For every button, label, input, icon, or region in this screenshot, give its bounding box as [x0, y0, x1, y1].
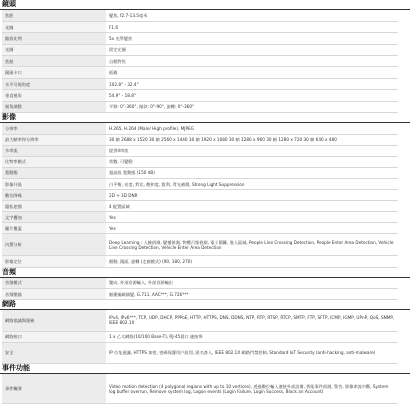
spec-value: 4 配置區域 [106, 201, 398, 212]
spec-value: H.265, H.264 (Main/ High profile), MJPEG [106, 123, 398, 134]
spec-table [2, 10, 398, 113]
spec-value: 1 x 乙太網路(10/100 Base-T), RJ-45插口 連接埠 [106, 331, 398, 342]
spec-value: 54.9° - 18.8° [106, 90, 398, 101]
spec-value: 顛動, 鏡面, 旋轉 (走廊模式) (90, 180, 270) [106, 256, 398, 267]
spec-row [2, 90, 398, 101]
spec-label: 垂直視角 [2, 90, 106, 101]
spec-label: 事件觸發 [2, 374, 106, 404]
spec-row [2, 342, 398, 363]
spec-label: 影像定位 [2, 256, 106, 267]
spec-label: 最大幀率和分辨率 [2, 134, 106, 145]
spec-row [2, 78, 398, 89]
spec-row [2, 289, 398, 300]
spec-row [2, 234, 398, 256]
spec-row [2, 310, 398, 331]
spec-row [2, 374, 398, 404]
spec-value: 固定光圈 [106, 44, 398, 55]
spec-label: 多串流 [2, 145, 106, 156]
spec-row [2, 134, 398, 145]
spec-label: 鏡頭卡口 [2, 67, 106, 78]
spec-row [2, 212, 398, 223]
spec-label: 視角調整 [2, 101, 106, 112]
spec-value: 變焦, f2.7-13.5毫米 [106, 10, 398, 21]
spec-label: 焦點 [2, 56, 106, 67]
spec-row [2, 178, 398, 189]
section-title: 音頻 [0, 268, 410, 278]
spec-table [2, 123, 398, 268]
spec-label: 比特率模式 [2, 156, 106, 167]
spec-row [2, 190, 398, 201]
spec-value: 5x 光學變焦 [106, 33, 398, 44]
spec-table [2, 278, 398, 301]
spec-value: IP 位址過濾, HTTPS 加密, 密碼保護用戶級別, 匿名查入, IEEE 802.1X 網路門禁控制, Standard IoT Security (anti-hacking, anti-malware) [106, 342, 398, 363]
spec-value: 白平衡, 亮度, 對比, 飽和度, 銳利, 背光補償, Strong Light Suppression [106, 178, 398, 189]
section-title: 鏡頭 [0, 0, 410, 10]
spec-label: 安全 [2, 342, 106, 363]
spec-row [2, 67, 398, 78]
spec-row [2, 145, 398, 156]
spec-value: 自動對焦 [106, 56, 398, 67]
spec-label: 網路接口 [2, 331, 106, 342]
spec-label: 圖片覆蓋 [2, 223, 106, 234]
spec-value: 雙向, 外部音源輸入, 外部音源輸出 [106, 278, 398, 289]
spec-row [2, 278, 398, 289]
spec-row [2, 123, 398, 134]
spec-value: 提供4串流 [106, 145, 398, 156]
section-title: 網路 [0, 300, 410, 310]
spec-value: F1.6 [106, 21, 398, 32]
spec-label: 影像升級 [2, 178, 106, 189]
spec-row [2, 156, 398, 167]
spec-value: 30 幀 2688 x 1520 30 幀 2560 x 1440 30 幀 1920 x 1080 30 幀 1280 x 960 30 幀 1280 x 720 30 幀 640 x 480 [106, 134, 398, 145]
spec-row [2, 33, 398, 44]
spec-row [2, 101, 398, 112]
spec-label: 寬動態 [2, 167, 106, 178]
spec-label: 音頻壓縮 [2, 289, 106, 300]
spec-value: Yes [106, 212, 398, 223]
spec-label: 數位降噪 [2, 190, 106, 201]
section-title: 影像 [0, 113, 410, 123]
section-title: 事件功能 [0, 364, 410, 374]
spec-row [2, 10, 398, 21]
spec-row [2, 201, 398, 212]
spec-value: IPv4, IPv6***, TCP, UDP, DHCP, PPPoE, HTTP, HTTPS, DNS, DDNS, NTP, RTP, RTSP, RTCP, SMTP, FTP, SFTP, ICMP, IGMP, UPnP, QoS, SNMP, IEEE 802.1X [106, 310, 398, 331]
spec-label: 內置分析 [2, 234, 106, 256]
spec-label: 分辨率 [2, 123, 106, 134]
spec-value: 102.8° - 32.4° [106, 78, 398, 89]
spec-value: 平移: 0°-360°, 傾斜: 0°-90°, 旋轉: 0°-360° [106, 101, 398, 112]
spec-value: Yes [106, 223, 398, 234]
spec-value: 脈衝編碼調變, G.711, AAC***, G.726*** [106, 289, 398, 300]
spec-row [2, 167, 398, 178]
spec-label: 隱私遮擋 [2, 201, 106, 212]
spec-label: 光圈 [2, 44, 106, 55]
spec-row [2, 21, 398, 32]
spec-row [2, 223, 398, 234]
spec-label: 文字疊加 [2, 212, 106, 223]
spec-label: 焦距 [2, 10, 106, 21]
spec-label: 光圈 [2, 21, 106, 32]
spec-table [2, 374, 398, 405]
spec-label: 音頻模式 [2, 278, 106, 289]
spec-value: Video motion detection (4 polygonal regions with up to 10 vertices), 透過數位輸入連接外部設備, 智能事件偵測, 警告, 影像串流中斷, System log buffer overrun, Remove system log, Logon events (Login Failure, Login Success, Block an Account) [106, 374, 398, 404]
spec-row [2, 331, 398, 342]
spec-label: 水平可視角度 [2, 78, 106, 89]
spec-label: 縮放比例 [2, 33, 106, 44]
spec-row [2, 44, 398, 55]
spec-label: 網路協議與服務 [2, 310, 106, 331]
spec-row [2, 56, 398, 67]
spec-row [2, 256, 398, 267]
spec-value: Deep Learning : 人臉偵測, 變種偵測, 物體召集偵測, 電子圍籬, 進入區域, People Line Crossing Detection, People Enter Area Detection, Vehicle Line Crossing Detection, Vehicle Enter Area Detection [106, 234, 398, 256]
spec-value: 板載 [106, 67, 398, 78]
spec-table [2, 310, 398, 364]
spec-value: 超高級 寬動態 (150 dB) [106, 167, 398, 178]
spec-value: 常數, 可變動 [106, 156, 398, 167]
spec-value: 2D + 3D DNR [106, 190, 398, 201]
